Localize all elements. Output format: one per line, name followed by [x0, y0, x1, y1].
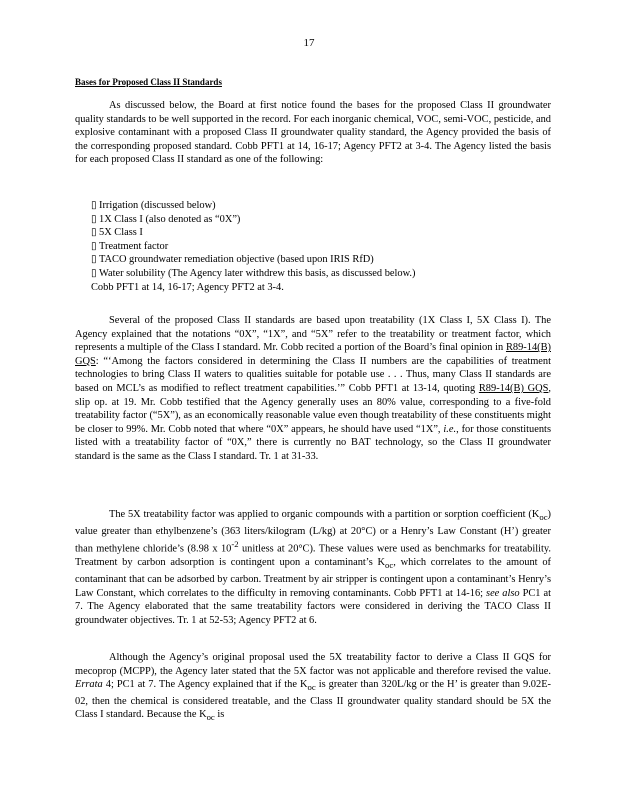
paragraph-3-text: PC1 at 7. The Agency elaborated that the same treatability factors were considered in deriving the TACO Class II groundwater objectives. Tr. 1 at 52-53; Agency PFT2 at 6. [75, 587, 551, 626]
paragraph-2 [75, 314, 551, 464]
paragraph-3-text: , which correlates to the amount of contaminant that can be adsorbed by carbon. Treatment by air stripper is contingent upon a contaminant’s Henry’s Law Constant, which correlates to the difficulty in removing contaminants. Cobb PFT1 at 14-16; [75, 557, 551, 599]
paragraph-3-text: unitless at 20°C). These values were used as benchmarks for treatability. Treatment by carbon adsorption is contingent upon a contaminant’s K [75, 543, 551, 569]
bullet-icon: ▯ [91, 213, 97, 225]
docket-citation: R89-14(B) GQS [75, 342, 551, 367]
italic-term: Errata [75, 679, 103, 691]
paragraph-3 [75, 508, 551, 627]
bullet-icon: ▯ [91, 200, 97, 211]
basis-item-text: Irrigation (discussed below) [99, 200, 216, 211]
italic-term: see also [486, 587, 520, 599]
bullet-icon: ▯ [91, 227, 97, 239]
paragraph-3-text: ) value greater than ethylbenzene’s (363 liters/kilogram (L/kg) at 20°C) or a Henry’s Law Constant (H’) greater than methylene chloride’s (8.98 x 10 [75, 509, 551, 555]
koc-subscript: oc [539, 512, 548, 523]
basis-item-text: 1X Class I (also denoted as “0X”) [99, 213, 241, 225]
basis-item-text: Treatment factor [99, 240, 169, 252]
docket-citation: R89-14(B) GQS [478, 382, 549, 394]
koc-subscript: oc [385, 560, 394, 571]
paragraph-3-text: The 5X treatability factor was applied to organic compounds with a partition or sorption coefficient (K [109, 509, 540, 520]
paragraph-4-text: is [214, 709, 225, 721]
page-number: 17 [303, 37, 315, 49]
bullet-icon: ▯ [91, 254, 97, 266]
basis-item-text: Water solubility (The Agency later withdrew this basis, as discussed below.) [99, 267, 416, 279]
bullet-icon: ▯ [91, 240, 97, 252]
koc-subscript: oc [206, 712, 215, 723]
section-heading: Bases for Proposed Class II Standards [75, 77, 222, 87]
bullet-icon: ▯ [91, 267, 97, 279]
paragraph-1 [75, 99, 551, 167]
paragraph-2-text: , slip op. at 19. Mr. Cobb testified that the Agency generally uses an 80% value, corresponding to a five-fold treatability factor (“5X”), as an economically reasonable value even though treatability of these constituents might be closer to 99%. Mr. Cobb noted that where “0X” appears, he should have used “1X”, [75, 382, 551, 435]
paragraph-1-text: As discussed below, the Board at first notice found the bases for the proposed Class II groundwater quality standards to be well supported in the record. For each inorganic chemical, VOC, semi-VOC, pesticide, and explosive contaminant with a proposed Class II groundwater quality standard, the Agency provided the basis of the corresponding proposed standard. Cobb PFT1 at 14, 16-17; Agency PFT2 at 3-4. The Agency listed the basis for each proposed Class II standard as one of the following: [75, 100, 551, 166]
paragraph-4-text: Although the Agency’s original proposal used the 5X treatability factor to derive a Class II GQS for mecoprop (MCPP), the Agency later stated that the 5X factor was not applicable and therefore revised the value. [75, 652, 551, 677]
basis-item [75, 226, 551, 240]
paragraph-2-text: , for those constituents listed with a treatability factor of “0X,” there is currently no BAT technology, so the Class II groundwater standard is the same as the Class I standard. Tr. 1 at 31-33. [75, 423, 551, 462]
koc-subscript: oc [307, 682, 316, 693]
paragraph-4-text: 4; PC1 at 7. The Agency explained that if the K [102, 679, 308, 691]
paragraph-4-text: is greater than 320L/kg or the H’ is greater than 9.02E-02, then the chemical is considered treatable, and the Class II groundwater quality standard should be 5X the Class I standard. Because the K [75, 679, 552, 721]
basis-item [75, 213, 551, 227]
paragraph-2-text: : “‘Among the factors considered in determining the Class II numbers are the capabilities of treatment technologies to bring Class II waters to qualities suitable for potable use . . . Thus, many Class II standards are based on MCL’s as modified to reflect treatment capabilities.’” Cobb PFT1 at 13-14, quoting [75, 355, 551, 394]
exponent: -2 [231, 539, 239, 550]
basis-item-text: 5X Class I [99, 227, 143, 239]
paragraph-2-text: Several of the proposed Class II standards are based upon treatability (1X Class I, 5X Class I). The Agency explained that the notations “0X”, “1X”, and “5X” refer to the treatability or treatment factor, which represents a multiple of the Class I standard. Mr. Cobb recited a portion of the Board’s final opinion in [75, 315, 551, 354]
basis-item-text: TACO groundwater remediation objective (based upon IRIS RfD) [99, 254, 374, 266]
basis-item [75, 240, 551, 254]
paragraph-4 [75, 651, 551, 725]
basis-item [75, 199, 551, 213]
basis-item [75, 267, 551, 281]
basis-item [75, 253, 551, 267]
basis-list-citation: Cobb PFT1 at 14, 16-17; Agency PFT2 at 3-4. [91, 281, 284, 293]
basis-list [75, 199, 551, 294]
italic-term: i.e. [443, 423, 457, 435]
